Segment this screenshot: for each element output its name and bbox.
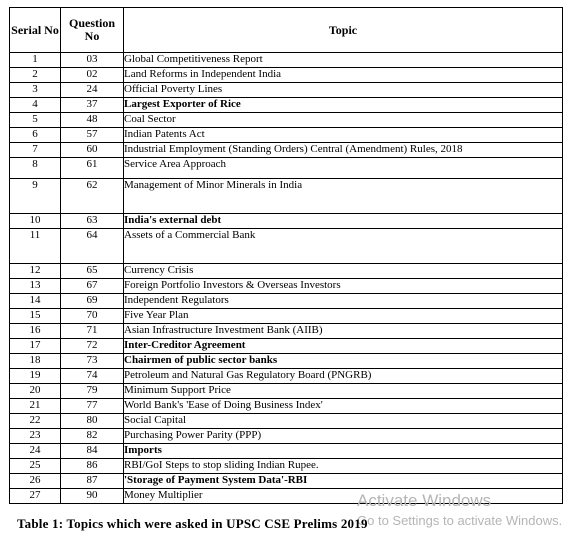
table-row (10, 294, 563, 309)
table-row (10, 459, 563, 474)
table-row (10, 53, 563, 68)
serial-cell: 23 (10, 429, 61, 444)
topics-table (9, 7, 563, 504)
header-serial-no: Serial No (10, 8, 61, 53)
question-cell: 67 (61, 279, 124, 294)
table-row (10, 339, 563, 354)
topic-cell: Minimum Support Price (124, 384, 563, 399)
topic-cell: RBI/GoI Steps to stop sliding Indian Rupee. (124, 459, 563, 474)
serial-cell: 6 (10, 128, 61, 143)
topic-cell: India's external debt (124, 214, 563, 229)
topic-cell: World Bank's 'Ease of Doing Business Index' (124, 399, 563, 414)
table-row (10, 309, 563, 324)
topic-cell: Indian Patents Act (124, 128, 563, 143)
topic-cell: Purchasing Power Parity (PPP) (124, 429, 563, 444)
question-cell: 65 (61, 264, 124, 279)
header-question-no: Question No (61, 8, 124, 53)
question-cell: 77 (61, 399, 124, 414)
question-cell: 73 (61, 354, 124, 369)
topic-cell: Largest Exporter of Rice (124, 98, 563, 113)
question-cell: 60 (61, 143, 124, 158)
table-row (10, 279, 563, 294)
topic-cell: Five Year Plan (124, 309, 563, 324)
topic-cell: Petroleum and Natural Gas Regulatory Board (PNGRB) (124, 369, 563, 384)
question-cell: 03 (61, 53, 124, 68)
question-cell: 80 (61, 414, 124, 429)
question-cell: 24 (61, 83, 124, 98)
table-row (10, 264, 563, 279)
question-cell: 74 (61, 369, 124, 384)
question-cell: 48 (61, 113, 124, 128)
question-cell: 90 (61, 489, 124, 504)
topic-cell: Imports (124, 444, 563, 459)
serial-cell: 18 (10, 354, 61, 369)
serial-cell: 21 (10, 399, 61, 414)
watermark-title: Activate Windows (357, 491, 492, 510)
serial-cell: 20 (10, 384, 61, 399)
serial-cell: 10 (10, 214, 61, 229)
serial-cell: 9 (10, 179, 61, 214)
question-cell: 69 (61, 294, 124, 309)
question-cell: 61 (61, 158, 124, 179)
table-row (10, 128, 563, 143)
topic-cell: Money Multiplier (124, 489, 563, 504)
serial-cell: 17 (10, 339, 61, 354)
topic-cell: Assets of a Commercial Bank (124, 229, 563, 264)
table-row (10, 83, 563, 98)
table-row (10, 143, 563, 158)
question-cell: 86 (61, 459, 124, 474)
table-row (10, 98, 563, 113)
table-row (10, 324, 563, 339)
topic-cell: Coal Sector (124, 113, 563, 128)
topic-cell: Chairmen of public sector banks (124, 354, 563, 369)
serial-cell: 5 (10, 113, 61, 128)
topic-cell: Official Poverty Lines (124, 83, 563, 98)
question-cell: 02 (61, 68, 124, 83)
topic-cell: 'Storage of Payment System Data'-RBI (124, 474, 563, 489)
serial-cell: 3 (10, 83, 61, 98)
table-row (10, 113, 563, 128)
question-cell: 87 (61, 474, 124, 489)
table-row (10, 474, 563, 489)
serial-cell: 16 (10, 324, 61, 339)
question-cell: 64 (61, 229, 124, 264)
serial-cell: 13 (10, 279, 61, 294)
topic-cell: Currency Crisis (124, 264, 563, 279)
serial-cell: 1 (10, 53, 61, 68)
serial-cell: 25 (10, 459, 61, 474)
table-header-row (10, 8, 563, 53)
table-row (10, 68, 563, 83)
table-row (10, 354, 563, 369)
table-row (10, 179, 563, 214)
topic-cell: Global Competitiveness Report (124, 53, 563, 68)
activate-windows-watermark (357, 491, 562, 528)
question-cell: 37 (61, 98, 124, 113)
table-row (10, 158, 563, 179)
serial-cell: 26 (10, 474, 61, 489)
topic-cell: Service Area Approach (124, 158, 563, 179)
table-row (10, 414, 563, 429)
table-row (10, 229, 563, 264)
serial-cell: 22 (10, 414, 61, 429)
table-row (10, 369, 563, 384)
topic-cell: Asian Infrastructure Investment Bank (AIIB) (124, 324, 563, 339)
topic-cell: Land Reforms in Independent India (124, 68, 563, 83)
question-cell: 62 (61, 179, 124, 214)
question-cell: 70 (61, 309, 124, 324)
serial-cell: 8 (10, 158, 61, 179)
topic-cell: Foreign Portfolio Investors & Overseas Investors (124, 279, 563, 294)
table-row (10, 399, 563, 414)
table-row (10, 384, 563, 399)
watermark-subtitle: Go to Settings to activate Windows. (357, 513, 563, 528)
question-cell: 84 (61, 444, 124, 459)
topic-cell: Social Capital (124, 414, 563, 429)
serial-cell: 19 (10, 369, 61, 384)
topic-cell: Independent Regulators (124, 294, 563, 309)
serial-cell: 24 (10, 444, 61, 459)
serial-cell: 12 (10, 264, 61, 279)
question-cell: 71 (61, 324, 124, 339)
serial-cell: 15 (10, 309, 61, 324)
table-row (10, 214, 563, 229)
serial-cell: 7 (10, 143, 61, 158)
topic-cell: Industrial Employment (Standing Orders) Central (Amendment) Rules, 2018 (124, 143, 563, 158)
serial-cell: 11 (10, 229, 61, 264)
question-cell: 63 (61, 214, 124, 229)
question-cell: 72 (61, 339, 124, 354)
question-cell: 82 (61, 429, 124, 444)
table-row (10, 444, 563, 459)
serial-cell: 27 (10, 489, 61, 504)
serial-cell: 2 (10, 68, 61, 83)
header-topic: Topic (124, 8, 563, 53)
question-cell: 79 (61, 384, 124, 399)
serial-cell: 4 (10, 98, 61, 113)
topic-cell: Management of Minor Minerals in India (124, 179, 563, 214)
table-caption: Table 1: Topics which were asked in UPSC CSE Prelims 2019 (17, 516, 368, 531)
question-cell: 57 (61, 128, 124, 143)
topic-cell: Inter-Creditor Agreement (124, 339, 563, 354)
serial-cell: 14 (10, 294, 61, 309)
table-row (10, 429, 563, 444)
